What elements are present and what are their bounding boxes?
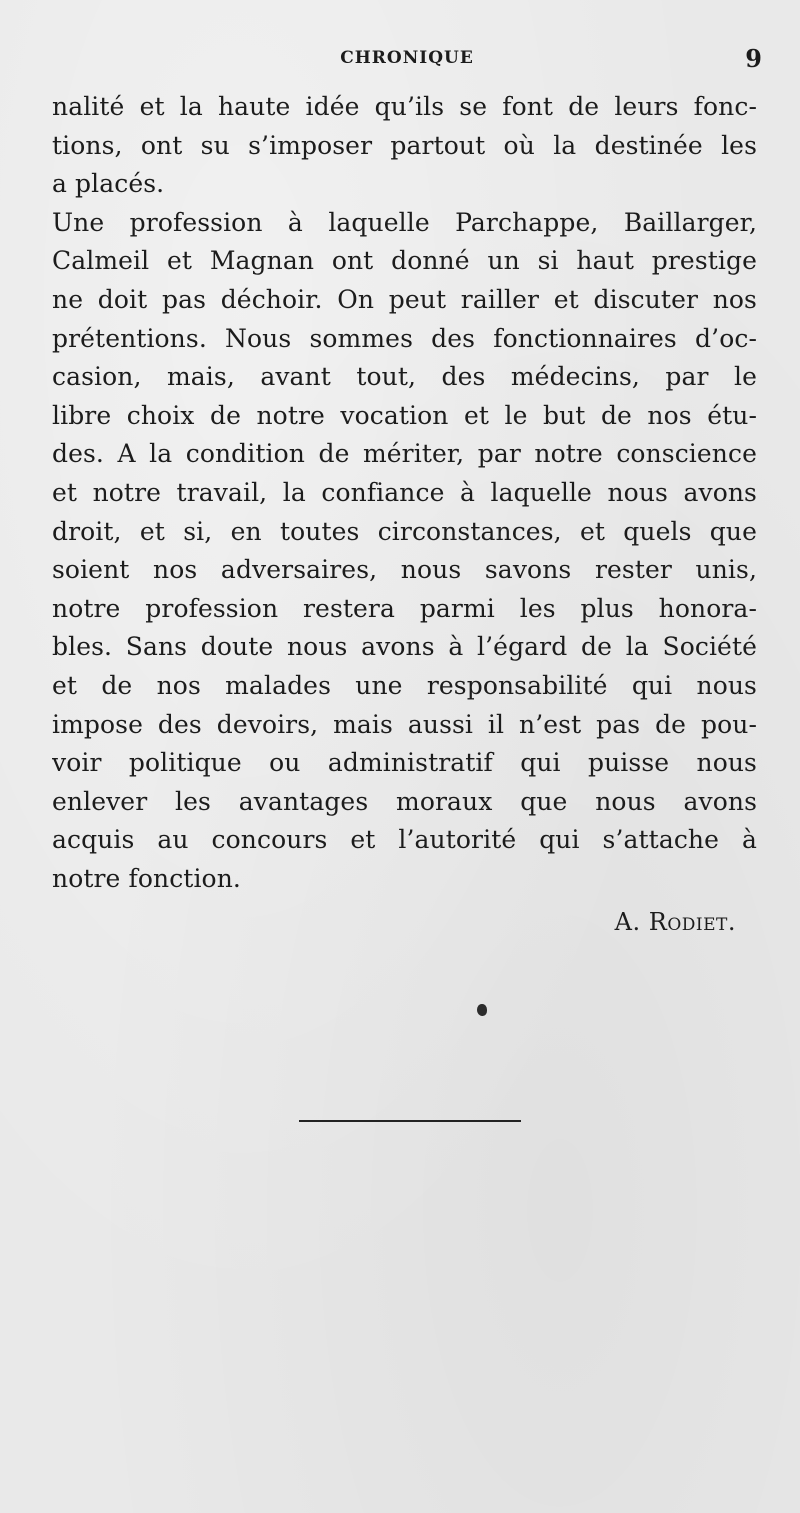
text-line: et de nos malades une responsabilité qui nous: [52, 670, 757, 700]
text-line: enlever les avantages moraux que nous avons: [52, 786, 757, 816]
page-number: 9: [745, 44, 762, 73]
text-line: bles. Sans doute nous avons à l’égard de la Société: [52, 632, 757, 662]
text-line: a placés.: [52, 169, 165, 199]
text-line: libre choix de notre vocation et le but de nos étu-: [52, 400, 757, 430]
text-line: droit, et si, en toutes circonstances, et quels que: [52, 516, 757, 546]
text-line: soient nos adversaires, nous savons rester unis,: [52, 555, 757, 585]
text-line: prétentions. Nous sommes des fonctionnaires d’oc-: [52, 323, 757, 353]
text-line: voir politique ou administratif qui puisse nous: [52, 748, 757, 778]
section-divider-rule: [299, 1120, 521, 1122]
text-line: et notre travail, la confiance à laquelle nous avons: [52, 477, 757, 507]
text-line: notre fonction.: [52, 863, 241, 893]
author-initial: A.: [614, 908, 649, 936]
body-text: [52, 88, 757, 898]
text-line: tions, ont su s’imposer partout où la destinée les: [52, 130, 757, 160]
text-line: Calmeil et Magnan ont donné un si haut prestige: [52, 246, 757, 276]
ink-dot-ornament: [477, 1004, 487, 1016]
text-line: nalité et la haute idée qu’ils se font de leurs fonc-: [52, 92, 757, 121]
running-title: CHRONIQUE: [340, 48, 474, 68]
text-line: notre profession restera parmi les plus honora-: [52, 593, 757, 623]
paragraph-start-line: Une profession à laquelle Parchappe, Baillarger,: [52, 207, 757, 237]
text-line: ne doit pas déchoir. On peut railler et discuter nos: [52, 284, 757, 314]
text-line: casion, mais, avant tout, des médecins, par le: [52, 362, 757, 392]
running-head: [52, 44, 762, 74]
text-line: impose des devoirs, mais aussi il n’est pas de pou-: [52, 709, 757, 739]
author-signature: [615, 908, 736, 936]
text-line: des. A la condition de mériter, par notre conscience: [52, 439, 757, 469]
author-name: Rodiet.: [648, 908, 736, 936]
text-line: acquis au concours et l’autorité qui s’attache à: [52, 825, 757, 855]
